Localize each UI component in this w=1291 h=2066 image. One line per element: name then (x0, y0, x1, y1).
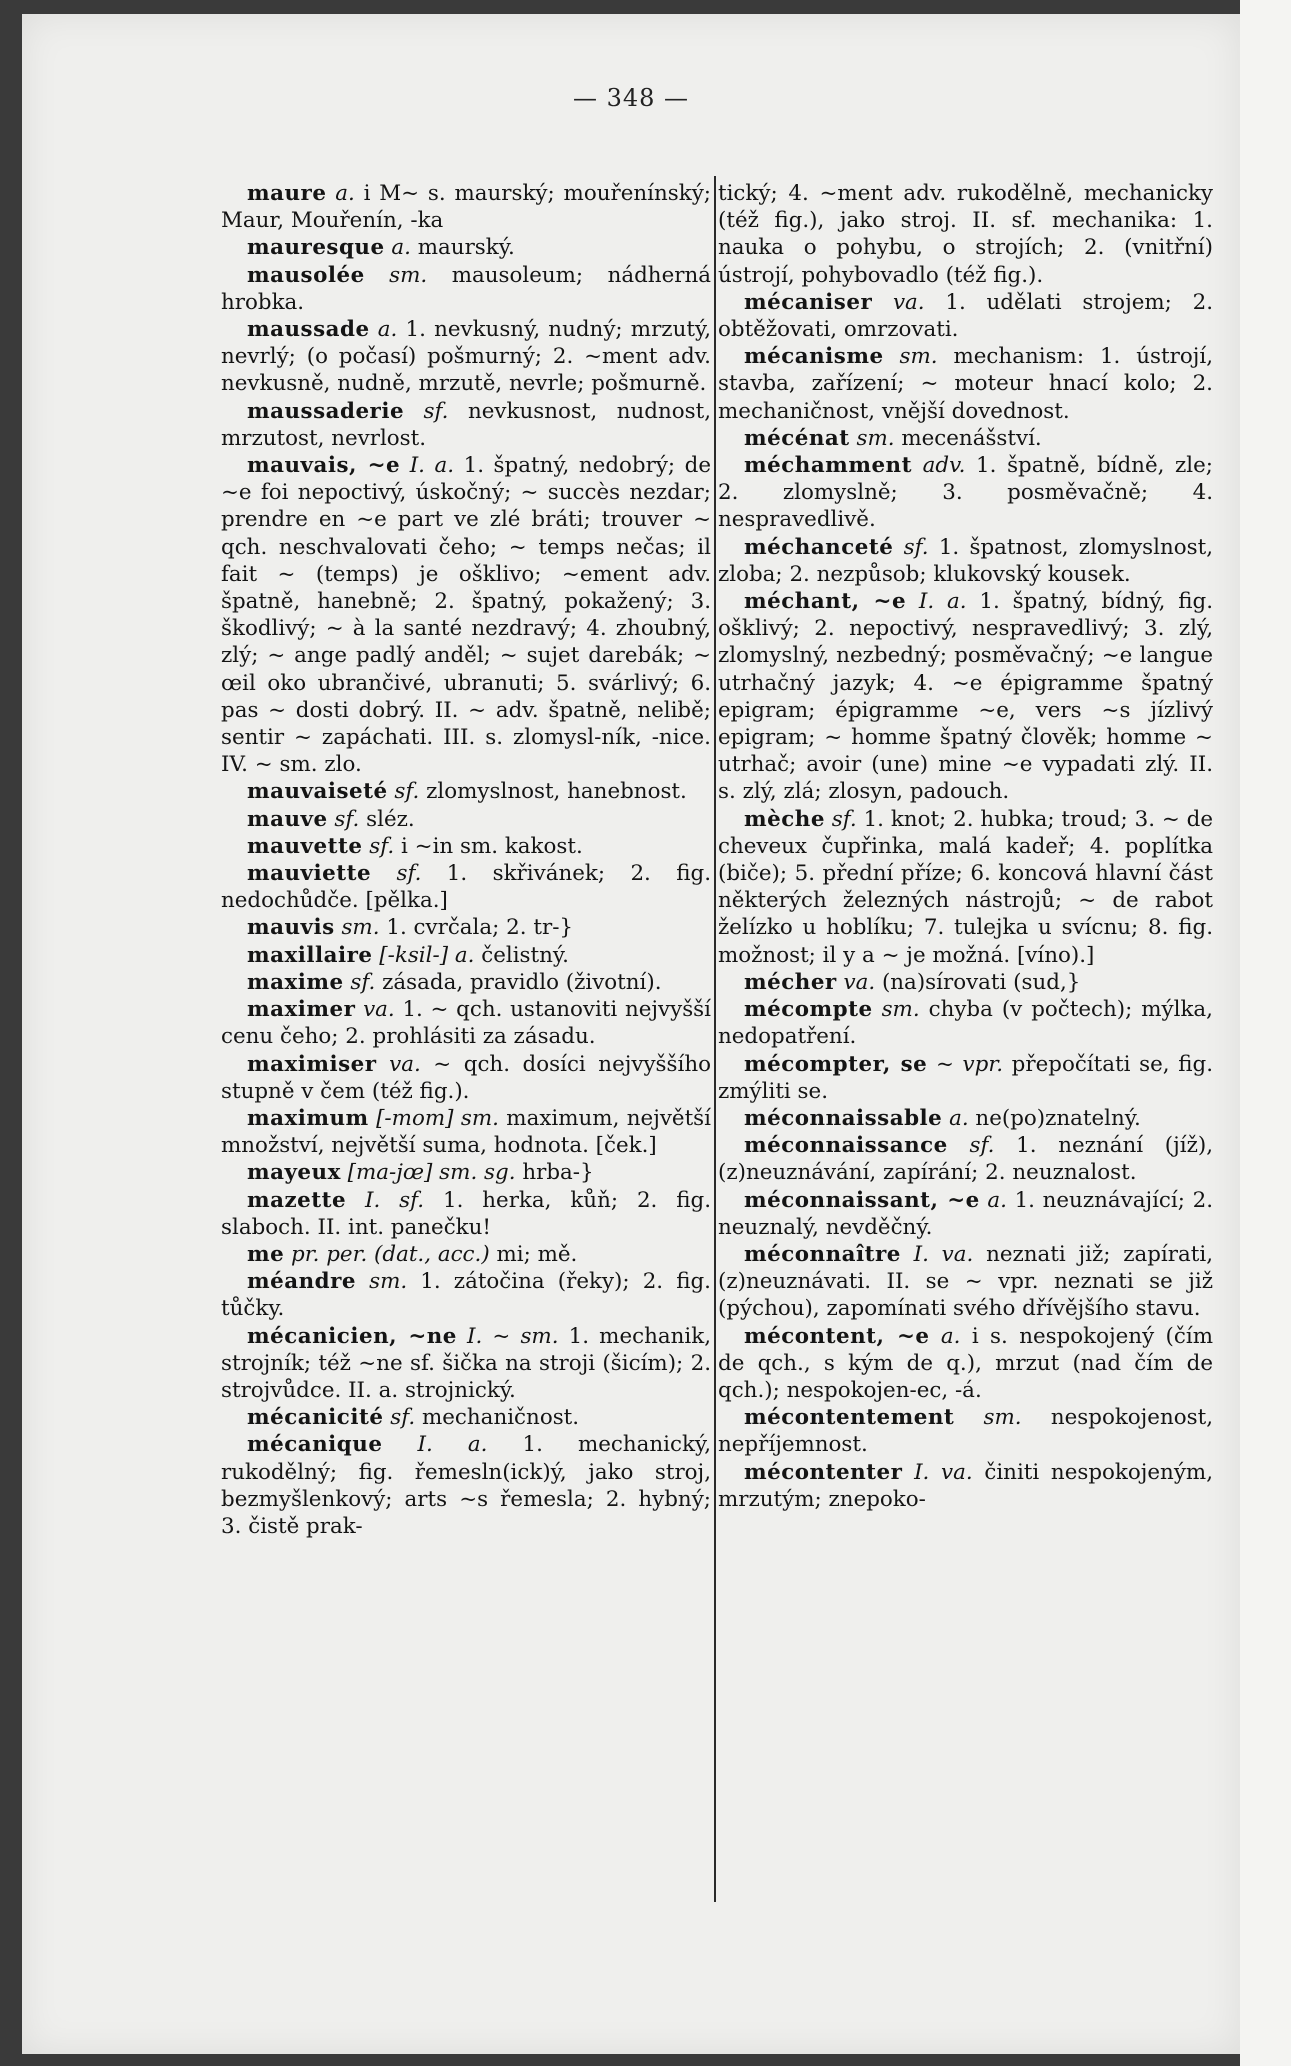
headword: mécénat (744, 425, 850, 451)
grammar-label: adv. (912, 453, 966, 479)
definition: 1. udělati strojem; 2. obtěžovati, omrzovati. (718, 289, 1213, 343)
definition: maurský. (410, 235, 515, 261)
dictionary-entry (718, 1132, 1213, 1186)
headword: maure (247, 181, 327, 206)
grammar-label: I. a. (382, 1432, 488, 1458)
grammar-label: I. sf. (346, 1187, 425, 1213)
dictionary-entry (221, 806, 711, 833)
headword: mécaniser (744, 289, 873, 315)
scan-margin (1240, 0, 1291, 2066)
right-column (718, 180, 1213, 1513)
headword: méconnaissant, ~e (744, 1187, 980, 1213)
dictionary-entry (221, 969, 711, 996)
grammar-label: sf. (947, 1133, 995, 1159)
headword: mécanicien, ~ne (247, 1323, 457, 1349)
dictionary-entry (718, 969, 1213, 996)
definition: mecenášství. (894, 425, 1042, 451)
grammar-label: ~ vpr. (927, 1051, 1003, 1077)
definition: tický; 4. ~ment adv. rukodělně, mechanicky (též fig.), jako stroj. II. sf. mechanika: 1. nauka o pohybu, o strojích; 2. (vnitřní) ústrojí, pohybovadlo (též fig.). (718, 181, 1213, 288)
dictionary-entry (718, 1459, 1213, 1513)
dictionary-entry (718, 425, 1213, 452)
headword: maxime (247, 969, 344, 995)
definition: 1. ~ qch. ustanoviti nejvyšší cenu čeho; 2. prohlásiti za zásadu. (221, 997, 711, 1050)
dictionary-entry (221, 234, 711, 261)
headword: mayeux (247, 1160, 341, 1186)
definition: nespokojenost, nepříjemnost. (718, 1405, 1213, 1458)
definition: maximum, největší množství, největší suma, hodnota. [ček.] (221, 1105, 711, 1159)
definition: přepočítati se, fig. zmýliti se. (718, 1051, 1213, 1104)
headword: mauvette (247, 833, 363, 859)
grammar-label: sm. (883, 344, 938, 370)
headword: maximer (247, 997, 356, 1023)
definition: mausoleum; nádherná hrobka. (221, 262, 711, 315)
definition: (na)sírovati (sud,} (875, 969, 1081, 995)
grammar-label: [-ksil-] a. (372, 942, 475, 968)
grammar-label: sf. (387, 779, 420, 805)
dictionary-page (22, 14, 1240, 2054)
headword: méchanceté (744, 534, 894, 560)
definition: zásada, pravidlo (životní). (375, 969, 662, 995)
dictionary-entry (718, 452, 1213, 534)
dictionary-entry (221, 860, 711, 914)
dictionary-entry (221, 316, 711, 398)
headword: méchant, ~e (744, 589, 907, 615)
dictionary-entry (718, 1105, 1213, 1132)
dictionary-entry (221, 1105, 711, 1159)
definition: 1. knot; 2. hubka; troud; 3. ~ de cheveux čupřinka, malá kadeř; 4. poplítka (biče); 5. přední příze; 6. koncová hlavní část některých železných nástrojů; ~ de rabot želízko u hoblíku; 7. tulejka u svícnu; 8. fig. možnost; il y a ~ je možná. [víno).] (718, 806, 1213, 968)
grammar-label: I. ~ sm. (456, 1323, 559, 1349)
definition: 1. neuznávající; 2. neuznalý, nevděčný. (718, 1187, 1213, 1240)
dictionary-entry (718, 1404, 1213, 1458)
headword: mécompter, se (744, 1051, 928, 1077)
grammar-label: [ma-jœ] sm. sg. (340, 1160, 516, 1186)
dictionary-entry (221, 180, 711, 234)
headword: maussade (247, 317, 370, 343)
definition: i M~ s. maurský; mouřenínský; Maur, Mouřenín, -ka (221, 181, 711, 234)
grammar-label: sf. (371, 861, 422, 887)
definition: i ~in sm. kakost. (394, 833, 583, 859)
headword: méconnaissance (744, 1133, 948, 1159)
definition: 1. špatnost, zlomyslnost, zloba; 2. nezpůsob; klukovský kousek. (718, 534, 1214, 587)
definition: sléz. (359, 806, 415, 832)
headword: mécontentement (744, 1405, 955, 1431)
definition: 1. špatný, nedobrý; de ~e foi nepoctivý, úskočný; ~ succès nezdar; prendre en ~e part ve zlé bráti; trouver ~ qch. neschvalovati čeho; ~ temps nečas; il fait ~ (temps) je ošklivo; ~ement adv. špatně, hanebně; 2. špatný, pokažený; 3. škodlivý; ~ à la santé nezdravý; 4. zhoubný, zlý; ~ ange padlý anděl; ~ sujet darebák; ~ œil oko ubrančivé, ubranuti; 5. svárlivý; 6. pas ~ dosti dobrý. II. ~ adv. špatně, nelibě; sentir ~ zapáchati. III. s. zlomysl-ník, -nice. IV. ~ sm. zlo. (221, 453, 711, 778)
grammar-label: sf. (343, 969, 376, 995)
grammar-label: sm. (356, 1269, 408, 1295)
grammar-label: va. (355, 997, 395, 1023)
definition: neznati již; zapírati, (z)neuznávati. II. se ~ vpr. neznati se již (pýchou), zapomínati svého dřívějšího stavu. (718, 1241, 1213, 1322)
grammar-label: sf. (327, 806, 360, 832)
definition: 1. nevkusný, nudný; mrzutý, nevrlý; (o počasí) pošmurný; 2. ~ment adv. nevkusně, nudně, mrzutě, nevrle; pošmurně. (221, 317, 711, 397)
dictionary-entry (221, 1241, 711, 1268)
grammar-label: sf. (893, 534, 929, 560)
headword: méandre (247, 1269, 356, 1295)
headword: méchamment (744, 453, 912, 479)
dictionary-entry (221, 398, 711, 452)
grammar-label: a. (326, 181, 355, 206)
headword: mausolée (247, 262, 365, 288)
definition: hrba-} (515, 1160, 594, 1186)
dictionary-entry (221, 1159, 711, 1186)
definition: zlomyslnost, hanebnost. (419, 779, 687, 805)
grammar-label: sm. (954, 1405, 1022, 1431)
headword: maximum (247, 1105, 369, 1131)
headword: mécanique (247, 1432, 383, 1458)
definition: mi; mě. (489, 1241, 578, 1267)
dictionary-entry (221, 1051, 711, 1105)
definition: nevkusnost, nudnost, mrzutost, nevrlost. (221, 398, 711, 451)
dictionary-entry (718, 1187, 1213, 1241)
grammar-label: a. (942, 1105, 969, 1131)
headword: mauvaiseté (247, 779, 388, 805)
dictionary-entry (221, 996, 711, 1050)
headword: mèche (744, 806, 825, 832)
definition: ne(po)znatelný. (968, 1105, 1141, 1131)
grammar-label: sm. (872, 997, 920, 1023)
definition: 1. mechanik, strojník; též ~ne sf. šička na stroji (šicím); 2. strojvůdce. II. a. strojnický. (221, 1323, 711, 1403)
headword: maximiser (247, 1051, 377, 1077)
dictionary-entry (221, 942, 711, 969)
definition: 1. cvrčala; 2. tr-} (379, 915, 574, 941)
grammar-label: a. (369, 317, 398, 343)
grammar-label: I. va. (900, 1241, 974, 1267)
dictionary-entry (221, 1404, 711, 1431)
page-number: — 348 — (572, 84, 690, 112)
headword: mauvais, ~e (247, 453, 401, 479)
headword: mauvis (247, 915, 335, 941)
grammar-label: I. a. (906, 589, 967, 615)
headword: mécanisme (744, 344, 884, 370)
headword: mécontenter (744, 1459, 903, 1485)
definition: chyba (v počtech); mýlka, nedopatření. (718, 997, 1213, 1050)
grammar-label: sf. (362, 833, 395, 859)
definition: činiti nespokojeným, mrzutým; znepoko- (718, 1459, 1213, 1512)
grammar-label: a. (384, 235, 411, 261)
dictionary-entry (718, 180, 1213, 289)
headword: méconnaître (744, 1241, 901, 1267)
grammar-label: sm. (364, 262, 428, 288)
dictionary-entry (221, 833, 711, 860)
headword: mécher (744, 969, 837, 995)
dictionary-entry (718, 1241, 1213, 1323)
definition: mechanism: 1. ústrojí, stavba, zařízení; ~ moteur hnací kolo; 2. mechaničnost, vnější dovednost. (718, 344, 1213, 424)
dictionary-entry (718, 534, 1213, 588)
column-divider (714, 176, 716, 1902)
definition: 1. špatný, bídný, fig. ošklivý; 2. nepoctivý, nespravedlivý; 3. zlý, zlomyslný, nezbedný; posměvačný; ~e langue utrhačný jazyk; 4. ~e épigramme špatný epigram; épigramme ~e, vers ~s jízlivý epigram; ~ homme špatný člověk; homme ~ utrhač; avoir (une) mine ~e vypadati zlý. II. s. zlý, zlá; zlosyn, padouch. (718, 589, 1214, 805)
definition: mechaničnost. (415, 1405, 580, 1431)
grammar-label: I. a. (400, 453, 455, 479)
definition: čelistný. (474, 942, 569, 968)
headword: mécanicité (247, 1405, 384, 1431)
dictionary-entry (221, 778, 711, 805)
dictionary-entry (221, 262, 711, 316)
grammar-label: pr. per. (dat., acc.) (284, 1241, 490, 1267)
definition: ~ qch. dosíci nejvyššího stupně v čem (též fig.). (221, 1051, 711, 1104)
definition: 1. mechanický, rukodělný; fig. řemesln(ick)ý, jako stroj, bezmyšlenkový; arts ~s řemesla; 2. hybný; 3. čistě prak- (221, 1432, 711, 1539)
dictionary-entry (221, 1187, 711, 1241)
dictionary-entry (718, 1323, 1213, 1405)
grammar-label: I. va. (902, 1459, 973, 1485)
headword: méconnaissable (744, 1105, 943, 1131)
headword: mazette (247, 1187, 347, 1213)
grammar-label: va. (376, 1051, 421, 1077)
definition: 1. skřivánek; 2. fig. nedochůdče. [pělka.] (221, 861, 711, 914)
headword: maussaderie (247, 398, 405, 424)
grammar-label: sm. (334, 915, 380, 941)
dictionary-entry (221, 914, 711, 941)
dictionary-entry (221, 1323, 711, 1405)
grammar-label: a. (929, 1323, 961, 1349)
definition: i s. nespokojený (čím de qch., s kým de q.), mrzut (nad čím de qch.); nespokojen-ec, -á. (718, 1323, 1213, 1403)
grammar-label: sm. (849, 425, 895, 451)
headword: mécompte (744, 997, 873, 1023)
headword: mauresque (247, 235, 385, 261)
dictionary-entry (221, 1268, 711, 1322)
dictionary-entry (718, 806, 1213, 969)
headword: mauviette (247, 861, 372, 887)
headword: mécontent, ~e (744, 1323, 930, 1349)
grammar-label: sf. (383, 1405, 416, 1431)
grammar-label: [-mom] sm. (368, 1105, 499, 1131)
headword: mauve (247, 806, 328, 832)
dictionary-entry (221, 1431, 711, 1540)
grammar-label: va. (872, 289, 925, 315)
grammar-label: a. (979, 1187, 1007, 1213)
definition: 1. herka, kůň; 2. fig. slaboch. II. int. panečku! (221, 1187, 712, 1240)
definition: 1. špatně, bídně, zle; 2. zlomyslně; 3. posměvačně; 4. nespravedlivě. (718, 453, 1213, 533)
dictionary-entry (718, 1051, 1213, 1105)
grammar-label: va. (836, 969, 876, 995)
dictionary-entry (718, 996, 1213, 1050)
dictionary-entry (221, 452, 711, 778)
dictionary-entry (718, 588, 1213, 806)
grammar-label: sf. (824, 806, 857, 832)
headword: me (247, 1241, 285, 1267)
headword: maxillaire (247, 942, 373, 968)
definition: 1. neznání (jíž), (z)neuznávání, zapírání; 2. neuznalost. (718, 1133, 1213, 1186)
left-column (221, 180, 711, 1540)
definition: 1. zátočina (řeky); 2. fig. tůčky. (221, 1269, 711, 1322)
grammar-label: sf. (404, 398, 449, 424)
dictionary-entry (718, 289, 1213, 343)
dictionary-entry (718, 343, 1213, 425)
